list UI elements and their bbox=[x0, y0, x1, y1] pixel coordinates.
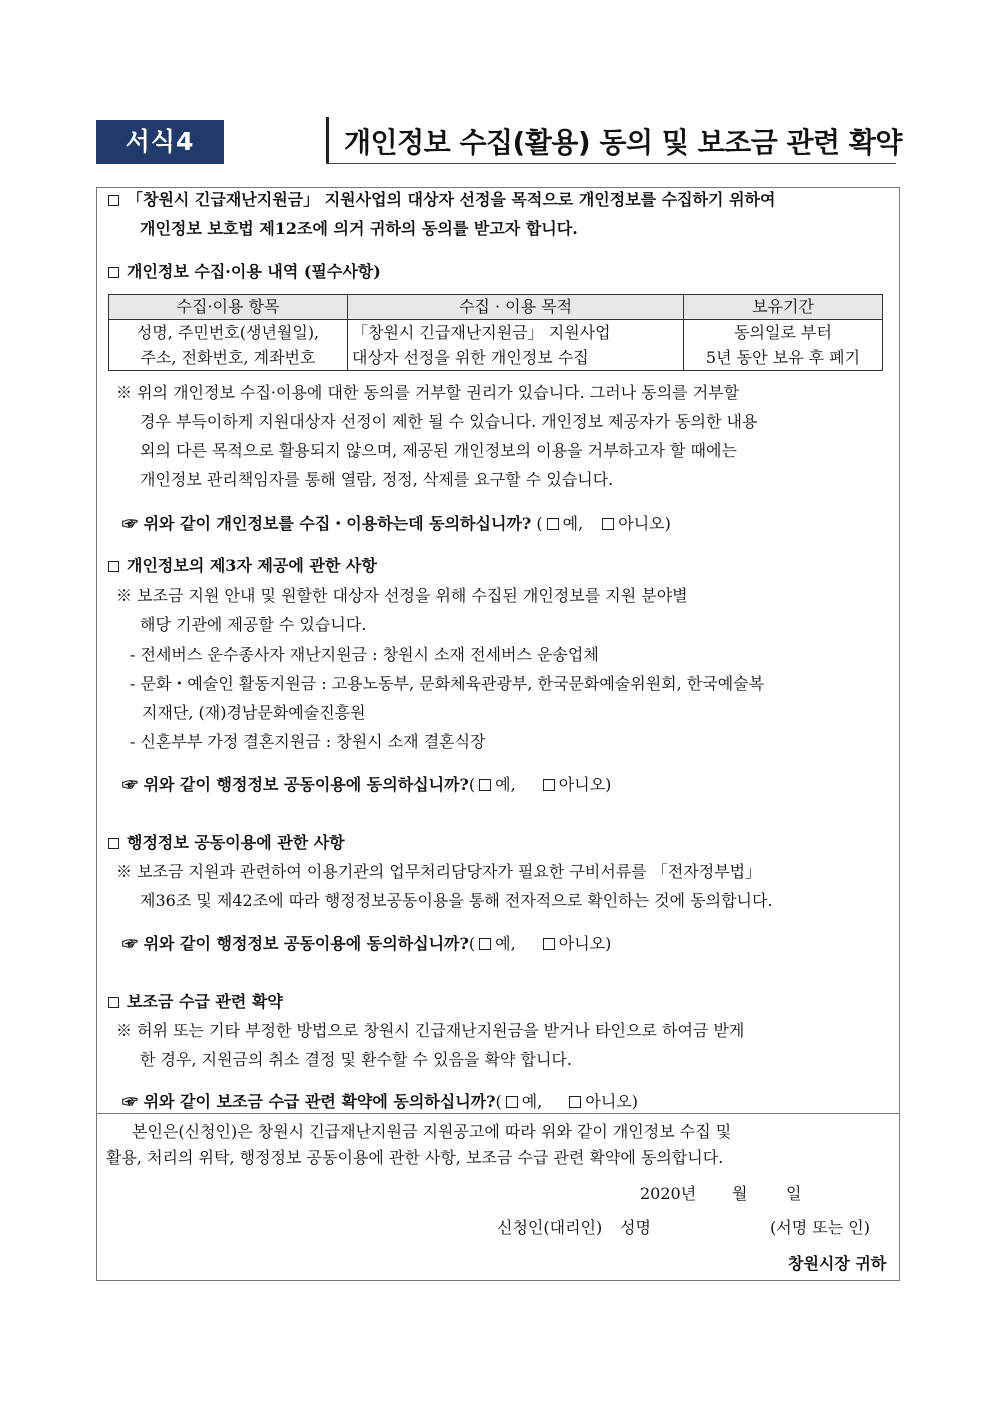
signature-label: (서명 또는 인) bbox=[770, 1218, 870, 1237]
section1-note-1: ※ 위의 개인정보 수집·이용에 대한 동의를 거부할 권리가 있습니다. 그러나 동의를 거부할 bbox=[116, 383, 740, 402]
document-title: 개인정보 수집(활용) 동의 및 보조금 관련 확약 bbox=[344, 126, 902, 159]
no-label: 아니오) bbox=[558, 775, 612, 794]
section2-note-1: ※ 보조금 지원 안내 및 원할한 대상자 선정을 위해 수집된 개인정보를 지원 분야별 bbox=[116, 586, 688, 605]
list-item: - 신혼부부 가정 결혼지원금 : 창원시 소재 결혼식장 bbox=[130, 732, 486, 751]
table-cell: 「창원시 긴급재난지원금」 지원사업 bbox=[348, 320, 684, 346]
section3-note-2: 제36조 및 제42조에 따라 행정정보공동이용을 통해 전자적으로 확인하는 것에 동의합니다. bbox=[140, 891, 773, 910]
table-header-row bbox=[109, 295, 883, 320]
section3-consent-question: ☞ 위와 같이 행정정보 공동이용에 동의하십니까?( 예, 아니오) bbox=[122, 934, 612, 953]
checkbox-bullet-icon bbox=[108, 838, 119, 849]
section4-note-1: ※ 허위 또는 기타 부정한 방법으로 창원시 긴급재난지원금을 받거나 타인으로 하여금 받게 bbox=[116, 1021, 745, 1040]
yes-checkbox[interactable] bbox=[547, 518, 559, 530]
yes-checkbox[interactable] bbox=[506, 1096, 518, 1108]
yes-label: 예, bbox=[562, 514, 584, 533]
section4-consent-question: ☞ 위와 같이 보조금 수급 관련 확약에 동의하십니까?( 예, 아니오) bbox=[122, 1092, 639, 1111]
table-row bbox=[109, 345, 883, 371]
no-label: 아니오) bbox=[618, 514, 671, 533]
applicant-label: 신청인(대리인) bbox=[497, 1218, 603, 1237]
section4-heading: 보조금 수급 관련 확약 bbox=[108, 990, 283, 1014]
section4-note-2: 한 경우, 지원금의 취소 결정 및 환수할 수 있음을 확약 합니다. bbox=[140, 1050, 572, 1069]
table-header-cell: 수집 · 이용 목적 bbox=[348, 295, 684, 320]
section2-heading: 개인정보의 제3자 제공에 관한 사항 bbox=[108, 554, 377, 578]
list-item: - 문화・예술인 활동지원금 : 고용노동부, 문화체육관광부, 한국문화예술위원회, 한국예술복 bbox=[130, 674, 765, 693]
yes-checkbox[interactable] bbox=[479, 779, 491, 791]
section3-note-1: ※ 보조금 지원과 관련하여 이용기관의 업무처리담당자가 필요한 구비서류를 「전자정부법」 bbox=[116, 862, 762, 881]
table-header-cell: 수집·이용 항목 bbox=[109, 295, 348, 320]
checkbox-bullet-icon bbox=[108, 561, 119, 572]
table-header-cell: 보유기간 bbox=[684, 295, 883, 320]
document-header bbox=[96, 117, 902, 165]
yes-label: 예, bbox=[521, 1092, 543, 1111]
table-cell: 주소, 전화번호, 계좌번호 bbox=[109, 345, 348, 371]
table-cell: 대상자 선정을 위한 개인정보 수집 bbox=[348, 345, 684, 371]
section2-consent-question: ☞ 위와 같이 행정정보 공동이용에 동의하십니까?( 예, 아니오) bbox=[122, 775, 612, 794]
footer-statement-2: 활용, 처리의 위탁, 행정정보 공동이용에 관한 사항, 보조금 수급 관련 확약에 동의합니다. bbox=[106, 1148, 724, 1167]
table-cell: 성명, 주민번호(생년월일), bbox=[109, 320, 348, 346]
section2-note-2: 해당 기관에 제공할 수 있습니다. bbox=[140, 615, 367, 634]
no-checkbox[interactable] bbox=[569, 1096, 581, 1108]
table-cell: 5년 동안 보유 후 폐기 bbox=[684, 345, 883, 371]
no-checkbox[interactable] bbox=[602, 518, 614, 530]
title-underline bbox=[326, 163, 896, 164]
list-item: 지재단, (재)경남문화예술진흥원 bbox=[142, 703, 366, 722]
intro-line-2: 개인정보 보호법 제12조에 의거 귀하의 동의를 받고자 합니다. bbox=[140, 219, 578, 238]
consent-question-text: ☞ 위와 같이 보조금 수급 관련 확약에 동의하십니까? bbox=[122, 1092, 496, 1111]
list-item: - 전세버스 운수종사자 재난지원금 : 창원시 소재 전세버스 운송업체 bbox=[130, 645, 599, 664]
section3-heading: 행정정보 공동이용에 관한 사항 bbox=[108, 831, 345, 855]
section1-heading: 개인정보 수집·이용 내역 (필수사항) bbox=[108, 260, 381, 284]
table-row bbox=[109, 320, 883, 346]
no-label: 아니오) bbox=[558, 934, 612, 953]
title-divider bbox=[326, 117, 329, 163]
checkbox-bullet-icon bbox=[108, 195, 119, 206]
date-day: 일 bbox=[786, 1184, 802, 1203]
collection-info-table bbox=[108, 294, 883, 371]
checkbox-bullet-icon bbox=[108, 997, 119, 1008]
name-label: 성명 bbox=[620, 1218, 651, 1237]
form-number-badge: 서식4 bbox=[96, 120, 224, 164]
date-year: 2020년 bbox=[640, 1184, 697, 1203]
section1-consent-question: ☞ 위와 같이 개인정보를 수집・이용하는데 동의하십니까? ( 예, 아니오) bbox=[122, 514, 671, 533]
section1-note-3: 외의 다른 목적으로 활용되지 않으며, 제공된 개인정보의 이용을 거부하고자 할 때에는 bbox=[140, 441, 737, 460]
no-checkbox[interactable] bbox=[543, 938, 555, 950]
date-month: 월 bbox=[732, 1184, 748, 1203]
yes-label: 예, bbox=[495, 775, 516, 794]
addressee: 창원시장 귀하 bbox=[788, 1254, 887, 1273]
consent-question-text: ☞ 위와 같이 행정정보 공동이용에 동의하십니까? bbox=[122, 775, 469, 794]
yes-label: 예, bbox=[495, 934, 516, 953]
intro-line-1: 「창원시 긴급재난지원금」 지원사업의 대상자 선정을 목적으로 개인정보를 수집하기 위하여 bbox=[108, 188, 775, 212]
section1-note-2: 경우 부득이하게 지원대상자 선정이 제한 될 수 있습니다. 개인정보 제공자가 동의한 내용 bbox=[140, 412, 758, 431]
consent-question-text: ☞ 위와 같이 개인정보를 수집・이용하는데 동의하십니까? bbox=[122, 514, 532, 533]
section1-note-4: 개인정보 관리책임자를 통해 열람, 정정, 삭제를 요구할 수 있습니다. bbox=[140, 470, 614, 489]
no-checkbox[interactable] bbox=[543, 779, 555, 791]
no-label: 아니오) bbox=[585, 1092, 639, 1111]
yes-checkbox[interactable] bbox=[479, 938, 491, 950]
table-cell: 동의일로 부터 bbox=[684, 320, 883, 346]
consent-question-text: ☞ 위와 같이 행정정보 공동이용에 동의하십니까? bbox=[122, 934, 469, 953]
checkbox-bullet-icon bbox=[108, 267, 119, 278]
footer-statement-1: 본인은(신청인)은 창원시 긴급재난지원금 지원공고에 따라 위와 같이 개인정보 수집 및 bbox=[132, 1122, 732, 1141]
